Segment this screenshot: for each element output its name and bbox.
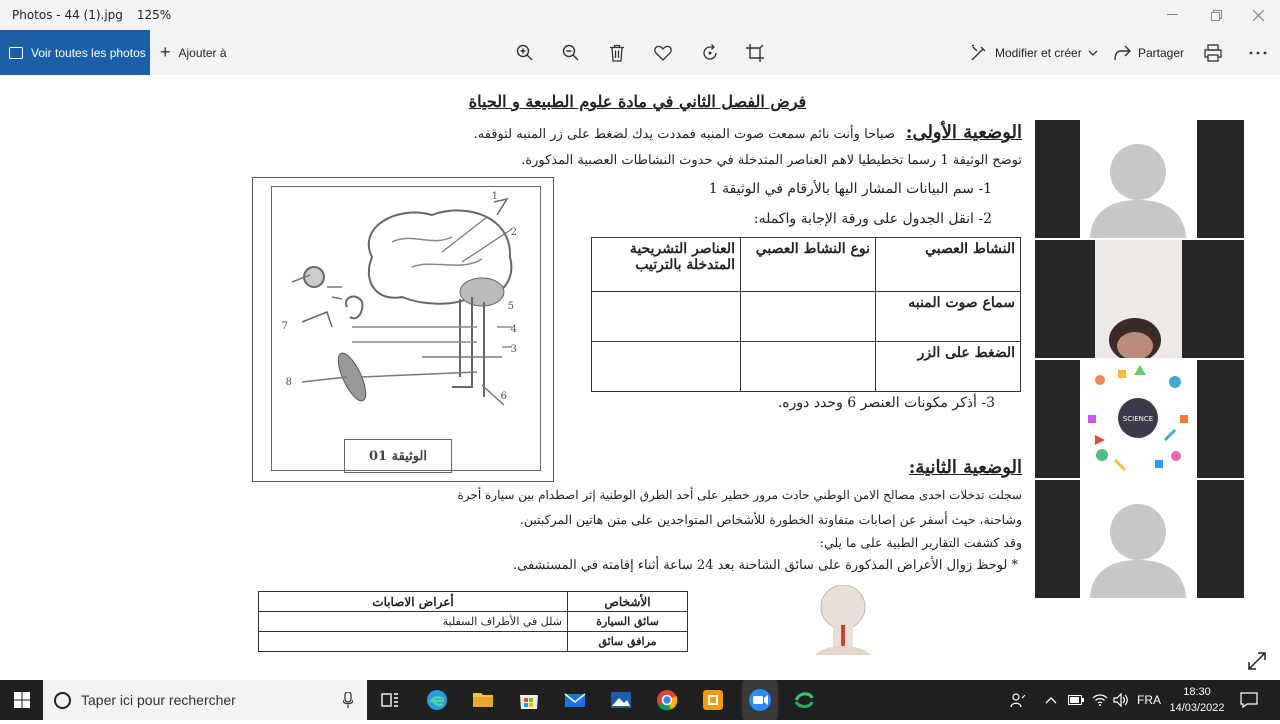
edit-create-label: Modifier et créer (995, 45, 1082, 60)
figure-number-1: 1 (491, 191, 498, 202)
task-view-icon[interactable] (378, 688, 402, 712)
taskbar-search-box[interactable] (43, 680, 367, 720)
situation2-p2: وشاحنة، حيث أسفر عن إصابات متفاوتة الخطورة للأشخاص المتواجدين على متن هاتين المركبتين. (519, 512, 1022, 527)
situation1-intro: صباحا وأنت نائم سمعت صوت المنبه فمددت يدك لضغط على زر المنبه لتوقفه. (473, 127, 895, 142)
maximize-icon[interactable] (1194, 0, 1238, 30)
title-bar (0, 0, 1280, 30)
photo-icon (9, 47, 23, 59)
battery-icon[interactable] (1068, 680, 1084, 720)
clock-time: 18:30 (1183, 686, 1211, 698)
edge-icon[interactable] (425, 688, 449, 712)
mail-icon[interactable] (563, 688, 587, 712)
excel-icon[interactable] (792, 688, 816, 712)
user-avatar-icon (1080, 120, 1197, 238)
situation2-p1: سجلت تدخلات احدى مصالح الامن الوطني حادث مرور خطير على أحد الطرق الوطنية إثر اصطدام بين سيارة أجرة (457, 488, 1022, 502)
crop-icon[interactable] (742, 40, 768, 66)
see-all-photos-label: Voir toutes les photos (31, 45, 146, 60)
see-all-photos-button[interactable] (0, 30, 150, 75)
expand-icon[interactable] (1246, 650, 1268, 672)
figure-number-5: 5 (507, 301, 514, 312)
science-caption: SCIENCE (1122, 415, 1154, 423)
photos-app-icon[interactable] (609, 688, 633, 712)
more-icon[interactable] (1245, 40, 1271, 66)
close-icon[interactable] (1236, 0, 1280, 30)
figure-number-4: 4 (510, 324, 517, 335)
situation2-p4: * لوحظ زوال الأعراض المذكورة على سائق الشاحنة بعد 24 ساعة أثناء إقامته في المستشفى. (513, 558, 1018, 573)
photo-viewer[interactable] (0, 75, 1280, 680)
user-avatar-icon (1080, 480, 1197, 598)
window-title: Photos - 44 (1).jpg (12, 8, 123, 22)
zoom-app-icon[interactable] (742, 680, 778, 720)
table-row (259, 612, 688, 632)
toolbar (0, 30, 1280, 75)
share-button[interactable] (1113, 30, 1184, 75)
participant-video (1095, 240, 1182, 358)
question-2: 2- انقل الجدول على ورقة الإجابة واكمله: (753, 211, 992, 227)
edit-create-button[interactable] (970, 30, 1105, 75)
participant-tile[interactable] (1035, 240, 1244, 358)
chrome-icon[interactable] (655, 688, 679, 712)
situation1-heading: الوضعية الأولى: (905, 122, 1022, 143)
add-to-label: Ajouter à (178, 45, 227, 60)
table-cell: سماع صوت المنبه (876, 292, 1021, 342)
participant-tile[interactable] (1035, 480, 1244, 598)
chevron-up-icon[interactable] (1045, 680, 1057, 720)
figure-number-7: 7 (281, 321, 288, 332)
exam-document (245, 80, 1030, 655)
people-icon[interactable] (1010, 680, 1026, 720)
table-header-cell: نوع النشاط العصبي (741, 238, 876, 292)
table-row (259, 632, 688, 652)
chevron-down-icon (1088, 49, 1098, 57)
notifications-icon[interactable] (1240, 680, 1258, 720)
print-icon[interactable] (1200, 40, 1226, 66)
table-cell: شلل في الأطراف السفلية (259, 612, 568, 632)
app-icon[interactable] (701, 688, 725, 712)
share-label: Partager (1138, 45, 1185, 60)
table-header-cell: النشاط العصبي (876, 238, 1021, 292)
rotate-icon[interactable] (697, 40, 723, 66)
table-cell (259, 632, 568, 652)
figure-frame (271, 186, 541, 471)
plus-icon: + (160, 42, 171, 62)
search-icon (54, 692, 71, 709)
participant-tile[interactable] (1035, 360, 1244, 478)
nervous-system-drawing (272, 187, 540, 437)
wifi-icon[interactable] (1092, 680, 1108, 720)
table-cell (592, 292, 741, 342)
table-cell (741, 292, 876, 342)
table-header-cell: الأشخاص (568, 592, 688, 612)
zoom-level: 125% (136, 8, 172, 22)
table-header-cell: العناصر التشريحية المتدخلة بالترتيب (592, 238, 741, 292)
microphone-icon[interactable] (343, 692, 353, 708)
table-cell (592, 342, 741, 392)
situation2-heading: الوضعية الثانية: (908, 457, 1022, 478)
figure-number-2: 2 (510, 227, 517, 238)
table-header-row (592, 238, 1021, 292)
table-row (592, 292, 1021, 342)
file-explorer-icon[interactable] (471, 688, 495, 712)
situation1-line2: توضح الوثيقة 1 رسما تخطيطيا لاهم العناصر المتدخلة في حدوث النشاطات العصبية المذكورة. (521, 153, 1022, 168)
injuries-table (258, 591, 688, 652)
zoom-out-icon[interactable] (558, 40, 584, 66)
add-to-button[interactable] (160, 30, 227, 75)
zoom-in-icon[interactable] (512, 40, 538, 66)
search-placeholder: Taper ici pour rechercher (81, 692, 236, 708)
neck-injury-figure (815, 585, 871, 655)
figure-number-6: 6 (500, 391, 507, 402)
question-3: 3- أذكر مكونات العنصر 6 وحدد دوره. (777, 395, 995, 411)
nerve-activity-table (591, 237, 1021, 392)
taskbar (0, 680, 1280, 720)
minimize-icon[interactable] (1150, 0, 1194, 30)
question-1: 1- سم البيانات المشار اليها بالأرقام في الوثيقة 1 (708, 181, 992, 197)
figure-number-3: 3 (510, 344, 517, 355)
table-row (592, 342, 1021, 392)
store-icon[interactable] (517, 688, 541, 712)
system-clock[interactable] (1165, 684, 1229, 716)
table-header-row (259, 592, 688, 612)
nervous-system-figure (252, 177, 554, 482)
table-cell: سائق السيارة (568, 612, 688, 632)
table-cell (741, 342, 876, 392)
edit-icon (970, 44, 988, 62)
table-cell: مرافق سائق (568, 632, 688, 652)
figure-label: الوثيقة 01 (344, 439, 452, 473)
situation2-p3: وقد كشفت التقارير الطبية على ما يلي: (819, 535, 1022, 550)
science-icon (1080, 360, 1197, 478)
language-indicator[interactable]: FRA (1137, 693, 1161, 707)
meeting-participants-panel (1035, 120, 1245, 600)
volume-icon[interactable] (1113, 680, 1129, 720)
favorite-icon[interactable] (650, 40, 676, 66)
participant-tile[interactable] (1035, 120, 1244, 238)
windows-start-icon[interactable] (14, 692, 30, 708)
clock-date: 14/03/2022 (1169, 702, 1225, 714)
figure-number-8: 8 (285, 377, 292, 388)
table-cell: الضغط على الزر (876, 342, 1021, 392)
document-title: فرض الفصل الثاني في مادة علوم الطبيعة و الحياة (468, 92, 807, 111)
delete-icon[interactable] (604, 40, 630, 66)
table-header-cell: أعراض الاصابات (259, 592, 568, 612)
share-icon (1113, 44, 1131, 62)
